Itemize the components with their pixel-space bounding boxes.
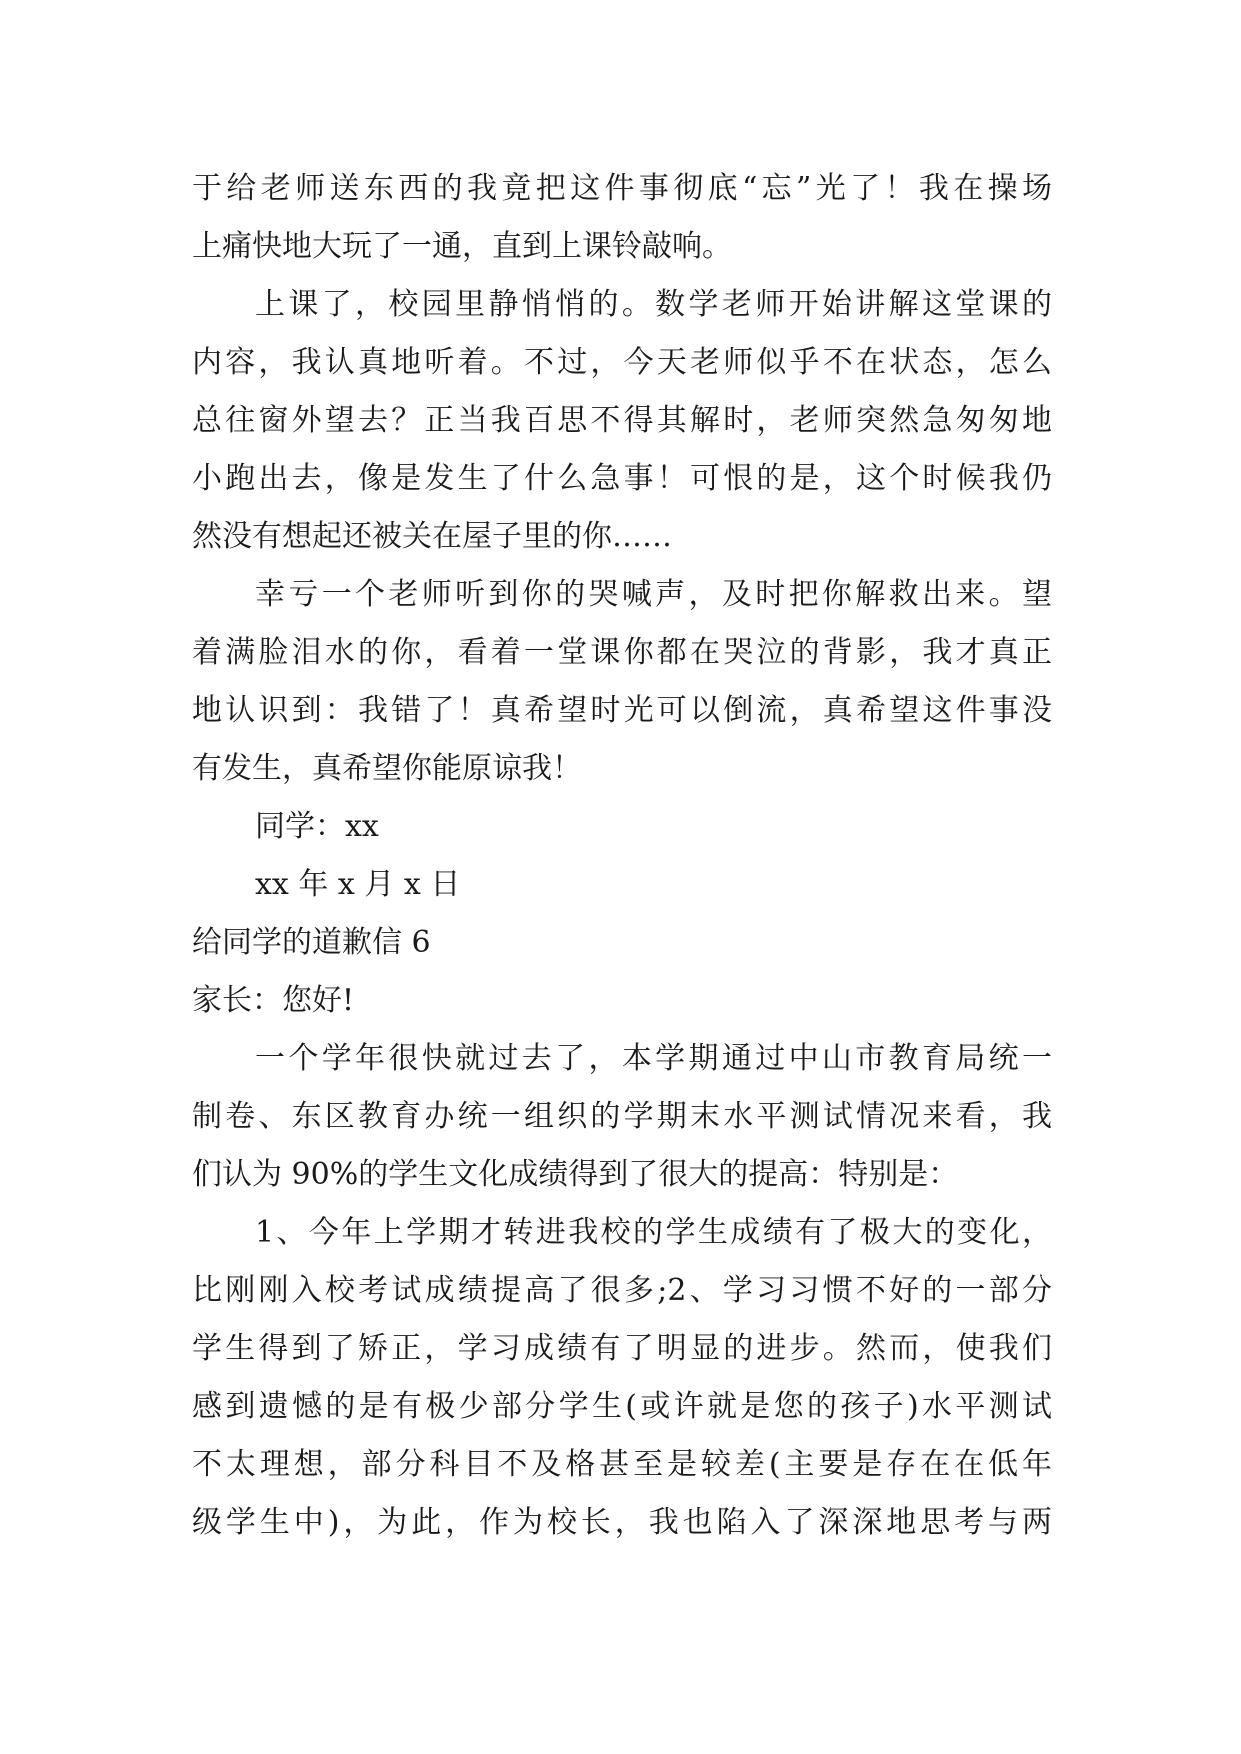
date-line: xx 年 x 月 x 日 bbox=[255, 867, 461, 902]
text-line: 学生得到了矫正，学习成绩有了明显的进步。然而，使我们 bbox=[192, 1331, 1052, 1366]
paragraph-start-line: 上课了，校园里静悄悄的。数学老师开始讲解这堂课的 bbox=[255, 287, 1052, 322]
text-line: 着满脸泪水的你，看着一堂课你都在哭泣的背影，我才真正 bbox=[192, 635, 1052, 670]
paragraph-start-line: 幸亏一个老师听到你的哭喊声，及时把你解救出来。望 bbox=[255, 577, 1052, 612]
text-line: 然没有想起还被关在屋子里的你…… bbox=[192, 519, 672, 554]
text-line: 们认为 90%的学生文化成绩得到了很大的提高：特别是： bbox=[192, 1157, 959, 1192]
text-line: 级学生中)，为此，作为校长，我也陷入了深深地思考与两 bbox=[192, 1505, 1052, 1540]
text-line: 总往窗外望去？正当我百思不得其解时，老师突然急匆匆地 bbox=[192, 403, 1052, 438]
text-line: 有发生，真希望你能原谅我！ bbox=[192, 751, 582, 786]
text-line: 比刚刚入校考试成绩提高了很多;2、学习习惯不好的一部分 bbox=[192, 1273, 1052, 1308]
text-line: 不太理想，部分科目不及格甚至是较差(主要是存在在低年 bbox=[192, 1447, 1052, 1482]
text-line: 感到遗憾的是有极少部分学生(或许就是您的孩子)水平测试 bbox=[192, 1389, 1052, 1424]
paragraph-start-line: 1、今年上学期才转进我校的学生成绩有了极大的变化， bbox=[255, 1215, 1052, 1250]
text-line: 上痛快地大玩了一通，直到上课铃敲响。 bbox=[192, 229, 732, 264]
paragraph-start-line: 一个学年很快就过去了，本学期通过中山市教育局统一 bbox=[255, 1041, 1052, 1076]
text-line: 制卷、东区教育办统一组织的学期末水平测试情况来看，我 bbox=[192, 1099, 1052, 1134]
text-line: 于给老师送东西的我竟把这件事彻底“忘”光了！我在操场 bbox=[192, 171, 1052, 206]
document-body bbox=[192, 160, 1052, 1552]
text-line: 地认识到：我错了！真希望时光可以倒流，真希望这件事没 bbox=[192, 693, 1052, 728]
salutation-line: 家长：您好! bbox=[192, 983, 355, 1018]
section-title: 给同学的道歉信 6 bbox=[192, 925, 431, 960]
text-line: 内容，我认真地听着。不过，今天老师似乎不在状态，怎么 bbox=[192, 345, 1052, 380]
text-line: 小跑出去，像是发生了什么急事！可恨的是，这个时候我仍 bbox=[192, 461, 1052, 496]
signature-line: 同学：xx bbox=[255, 809, 379, 844]
